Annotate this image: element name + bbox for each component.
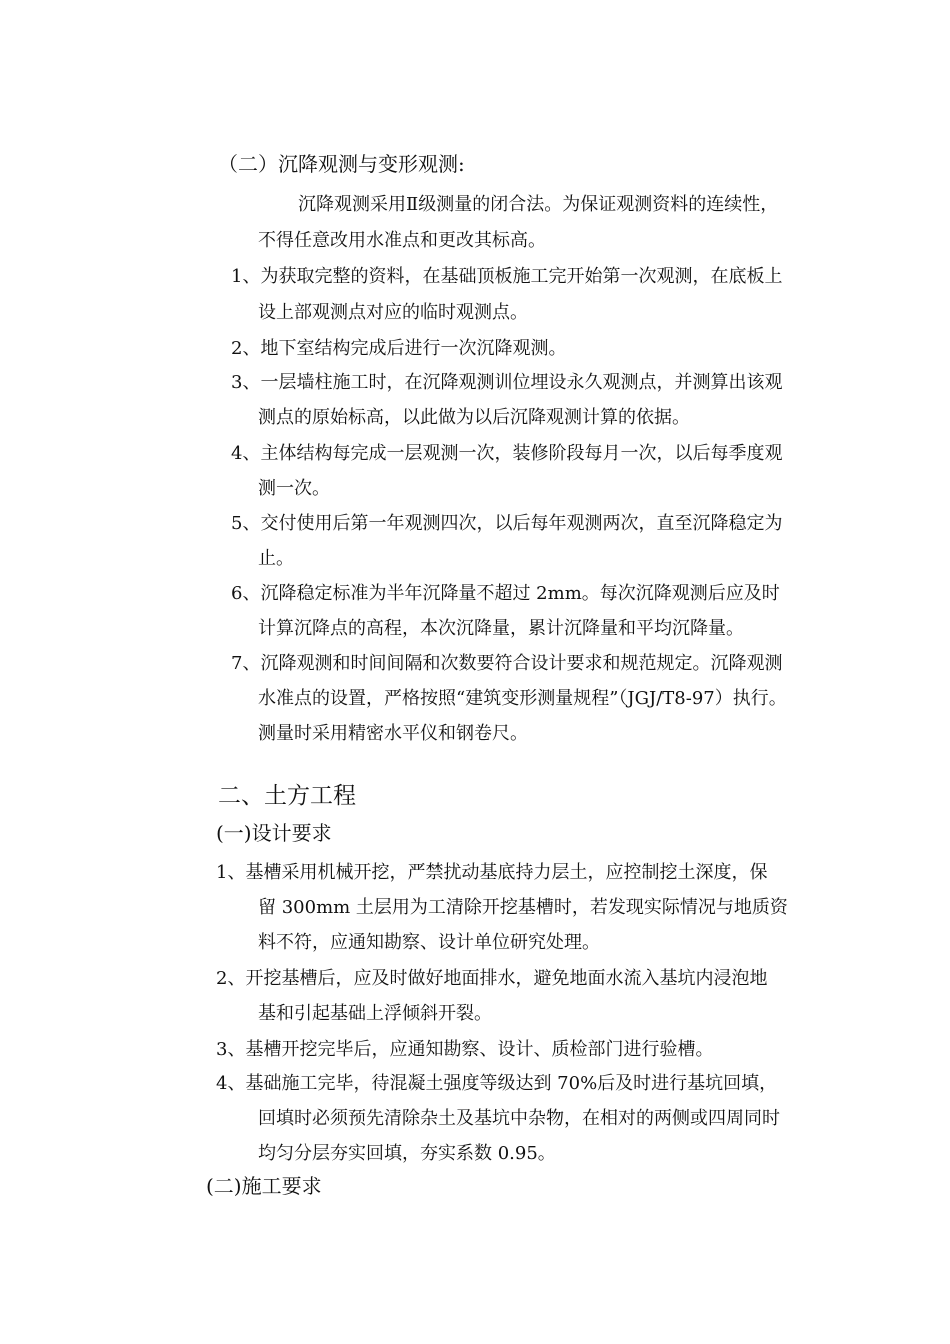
settlement-item-3-line-1: 3、一层墙柱施工时，在沉降观测训位埋设永久观测点，并测算出该观 [231, 372, 783, 393]
earthwork-heading: 二、土方工程 [218, 783, 356, 809]
settlement-item-7-line-2: 水准点的设置，严格按照“建筑变形测量规程”（JGJ/T8-97）执行。 [258, 688, 787, 709]
settlement-item-3-line-2: 测点的原始标高，以此做为以后沉降观测计算的依据。 [258, 407, 690, 428]
earthwork-item-2-line-2: 基和引起基础上浮倾斜开裂。 [258, 1003, 492, 1024]
settlement-item-1-line-2: 设上部观测点对应的临时观测点。 [258, 302, 528, 323]
settlement-item-4-line-1: 4、主体结构每完成一层观测一次，装修阶段每月一次，以后每季度观 [231, 443, 783, 464]
design-requirements-heading: (一)设计要求 [216, 821, 332, 845]
settlement-item-1-line-1: 1、为获取完整的资料，在基础顶板施工完开始第一次观测，在底板上 [231, 266, 783, 287]
settlement-intro-line-1: 沉降观测采用Ⅱ级测量的闭合法。为保证观测资料的连续性， [298, 194, 779, 215]
earthwork-item-1-line-2: 留 300mm 土层用为工清除开挖基槽时，若发现实际情况与地质资 [258, 897, 788, 918]
settlement-item-6-line-2: 计算沉降点的高程，本次沉降量，累计沉降量和平均沉降量。 [258, 618, 744, 639]
settlement-item-2: 2、地下室结构完成后进行一次沉降观测。 [231, 338, 567, 359]
earthwork-item-1-line-1: 1、基槽采用机械开挖，严禁扰动基底持力层土，应控制挖土深度，保 [216, 862, 768, 883]
earthwork-item-3: 3、基槽开挖完毕后，应通知勘察、设计、质检部门进行验槽。 [216, 1039, 714, 1060]
earthwork-item-4-line-3: 均匀分层夯实回填，夯实系数 0.95。 [258, 1143, 556, 1164]
construction-requirements-heading: (二)施工要求 [206, 1174, 322, 1198]
earthwork-item-4-line-2: 回填时必须预先清除杂土及基坑中杂物，在相对的两侧或四周同时 [258, 1108, 780, 1129]
settlement-item-5-line-1: 5、交付使用后第一年观测四次，以后每年观测两次，直至沉降稳定为 [231, 513, 783, 534]
settlement-item-7-line-3: 测量时采用精密水平仪和钢卷尺。 [258, 723, 528, 744]
settlement-item-4-line-2: 测一次。 [258, 478, 330, 499]
settlement-item-5-line-2: 止。 [258, 548, 294, 569]
earthwork-item-4-line-1: 4、基础施工完毕，待混凝土强度等级达到 70%后及时进行基坑回填， [216, 1073, 778, 1094]
settlement-intro-line-2: 不得任意改用水准点和更改其标高。 [258, 230, 546, 251]
settlement-item-6-line-1: 6、沉降稳定标准为半年沉降量不超过 2mm。每次沉降观测后应及时 [231, 583, 780, 604]
earthwork-item-1-line-3: 料不符，应通知勘察、设计单位研究处理。 [258, 932, 600, 953]
earthwork-item-2-line-1: 2、开挖基槽后，应及时做好地面排水，避免地面水流入基坑内浸泡地 [216, 968, 768, 989]
settlement-heading: （二）沉降观测与变形观测: [218, 152, 465, 176]
settlement-item-7-line-1: 7、沉降观测和时间间隔和次数要符合设计要求和规范规定。沉降观测 [231, 653, 783, 674]
